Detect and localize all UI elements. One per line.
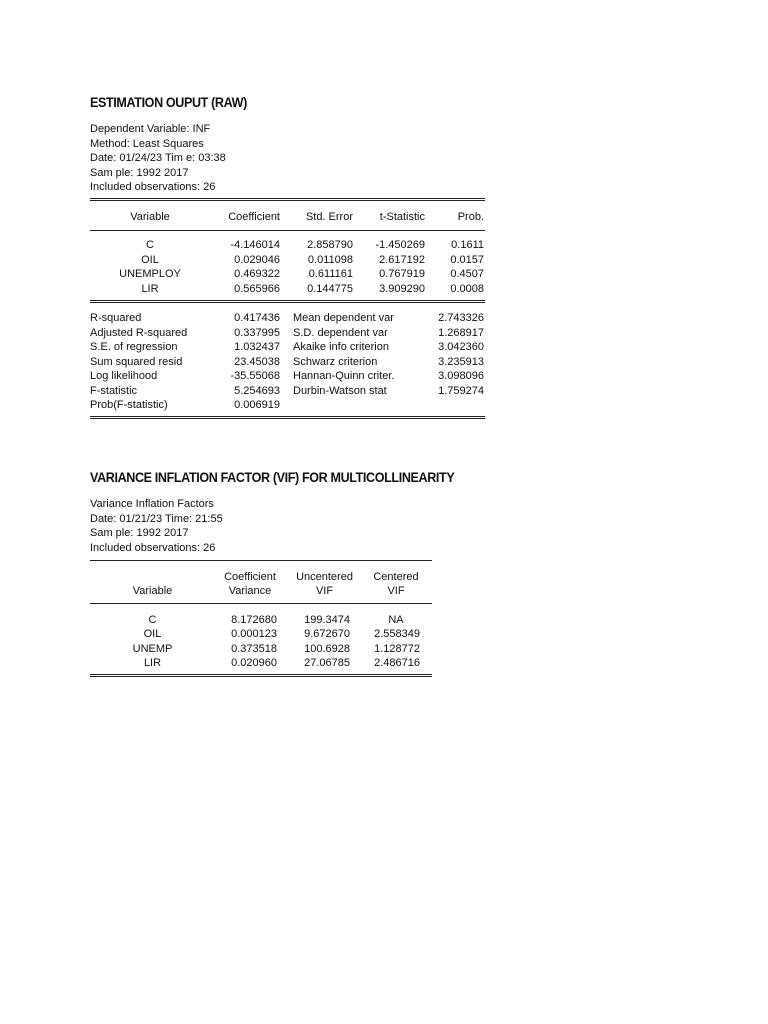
stat-value: 0.337995 [234,327,280,339]
vif-row-uncentered: 199.3474 [304,614,350,626]
table-row-t-statistic: 2.617192 [379,254,425,266]
header-rule [90,230,485,231]
vif-meta [90,497,223,555]
table-row-coefficient: -4.146014 [230,239,280,251]
vif-row-variance: 8.172680 [231,614,277,626]
vif-header-top: Centered [373,571,419,583]
vif-row-variable: UNEMP [132,643,173,655]
stat-value: 2.743326 [438,312,484,324]
meta-line: Method: Least Squares [90,137,204,150]
table-row-coefficient: 0.469322 [234,268,280,280]
stat-label: Durbin-Watson stat [293,385,387,397]
table-row-variable: OIL [141,254,159,266]
stat-value: 0.417436 [234,312,280,324]
meta-line: Date: 01/24/23 Tim e: 03:38 [90,152,226,165]
meta-line: Date: 01/21/23 Time: 21:55 [90,512,223,525]
vif-header-top: Coefficient [224,571,276,583]
stat-label: Mean dependent var [293,312,394,324]
vif-header-centered: VIF [387,585,405,597]
stat-value: 3.042360 [438,341,484,353]
vif-row-variance: 0.020960 [231,657,277,669]
meta-line: Dependent Variable: INF [90,123,211,135]
table-row-variable: LIR [141,283,159,295]
vif-header-rule [90,603,432,604]
stat-value: 1.268917 [438,327,484,339]
table-row-t-statistic: 3.909290 [379,283,425,295]
table-row-prob: 0.1611 [451,239,484,251]
meta-line: Included observations: 26 [90,541,216,554]
vif-header-top: Uncentered [296,571,353,583]
header-coefficient: Coefficient [228,211,280,223]
stat-label: S.D. dependent var [293,327,388,339]
stat-value: 1.032437 [234,341,280,353]
vif-bottom-rule [90,674,432,677]
stat-label: Prob(F-statistic) [90,399,168,411]
table-row-std-error: 0.144775 [307,283,353,295]
vif-header-variable: Variable [132,585,173,597]
table-row-std-error: 2.858790 [307,239,353,251]
table-row-prob: 0.4507 [450,268,484,280]
header-prob: Prob. [457,211,484,223]
table-bottom-rule [90,416,485,419]
vif-header-variance: Variance [228,585,272,597]
vif-row-variable: LIR [143,657,162,669]
header-t-statistic: t-Statistic [379,211,425,223]
vif-title: VARIANCE INFLATION FACTOR (VIF) FOR MULTICOLLINEARITY [90,470,455,485]
stat-label: Log likelihood [90,370,158,382]
vif-row-uncentered: 100.6928 [304,643,350,655]
estimation-title: ESTIMATION OUPUT (RAW) [90,95,247,110]
vif-top-rule [90,560,432,561]
vif-row-centered: 1.128772 [374,643,420,655]
stat-value: 3.235913 [438,356,484,368]
table-row-std-error: 0.611161 [308,268,353,280]
table-row-prob: 0.0157 [450,254,484,266]
stat-label: Hannan-Quinn criter. [293,370,395,382]
header-std-error: Std. Error [305,211,353,223]
vif-row-variance: 0.000123 [231,628,277,640]
table-row-variable: UNEMPLOY [119,268,181,280]
stat-value: -35.55068 [230,370,280,382]
stat-value: 5.254693 [234,385,280,397]
stat-value: 3.098096 [438,370,484,382]
meta-line: Variance Inflation Factors [90,498,214,510]
table-row-t-statistic: 0.767919 [379,268,425,280]
stat-label: F-statistic [90,385,138,397]
stat-label: S.E. of regression [90,341,178,353]
table-row-prob: 0.0008 [450,283,484,295]
table-top-rule [90,198,485,201]
stat-value: 0.006919 [234,399,280,411]
table-row-variable: C [146,239,154,251]
vif-row-centered: 2.558349 [374,628,420,640]
coefficients-bottom-rule [90,300,485,303]
stat-value: 1.759274 [438,385,484,397]
vif-header-uncentered: VIF [315,585,334,597]
stat-label: Sum squared resid [90,356,183,368]
vif-row-variable: OIL [143,628,162,640]
table-row-t-statistic: -1.450269 [375,239,425,251]
meta-line: Included observations: 26 [90,181,216,194]
table-row-std-error: 0.011098 [307,254,353,266]
vif-row-uncentered: 27.06785 [304,657,350,669]
meta-line: Sam ple: 1992 2017 [90,527,189,540]
vif-row-variable: C [148,614,157,626]
meta-line: Sam ple: 1992 2017 [90,166,189,179]
stat-label: Adjusted R-squared [90,327,188,339]
stat-label: Schwarz criterion [293,356,378,368]
vif-row-variance: 0.373518 [231,643,277,655]
table-row-coefficient: 0.565966 [234,283,280,295]
estimation-meta [90,122,226,195]
header-variable: Variable [130,211,170,223]
vif-row-centered: NA [388,614,404,626]
table-row-coefficient: 0.029046 [234,254,280,266]
vif-row-uncentered: 9.672670 [304,628,350,640]
stat-value: 23.45038 [234,356,280,368]
stat-label: Akaike info criterion [293,341,389,353]
vif-row-centered: 2.486716 [374,657,420,669]
stat-label: R-squared [90,312,142,324]
